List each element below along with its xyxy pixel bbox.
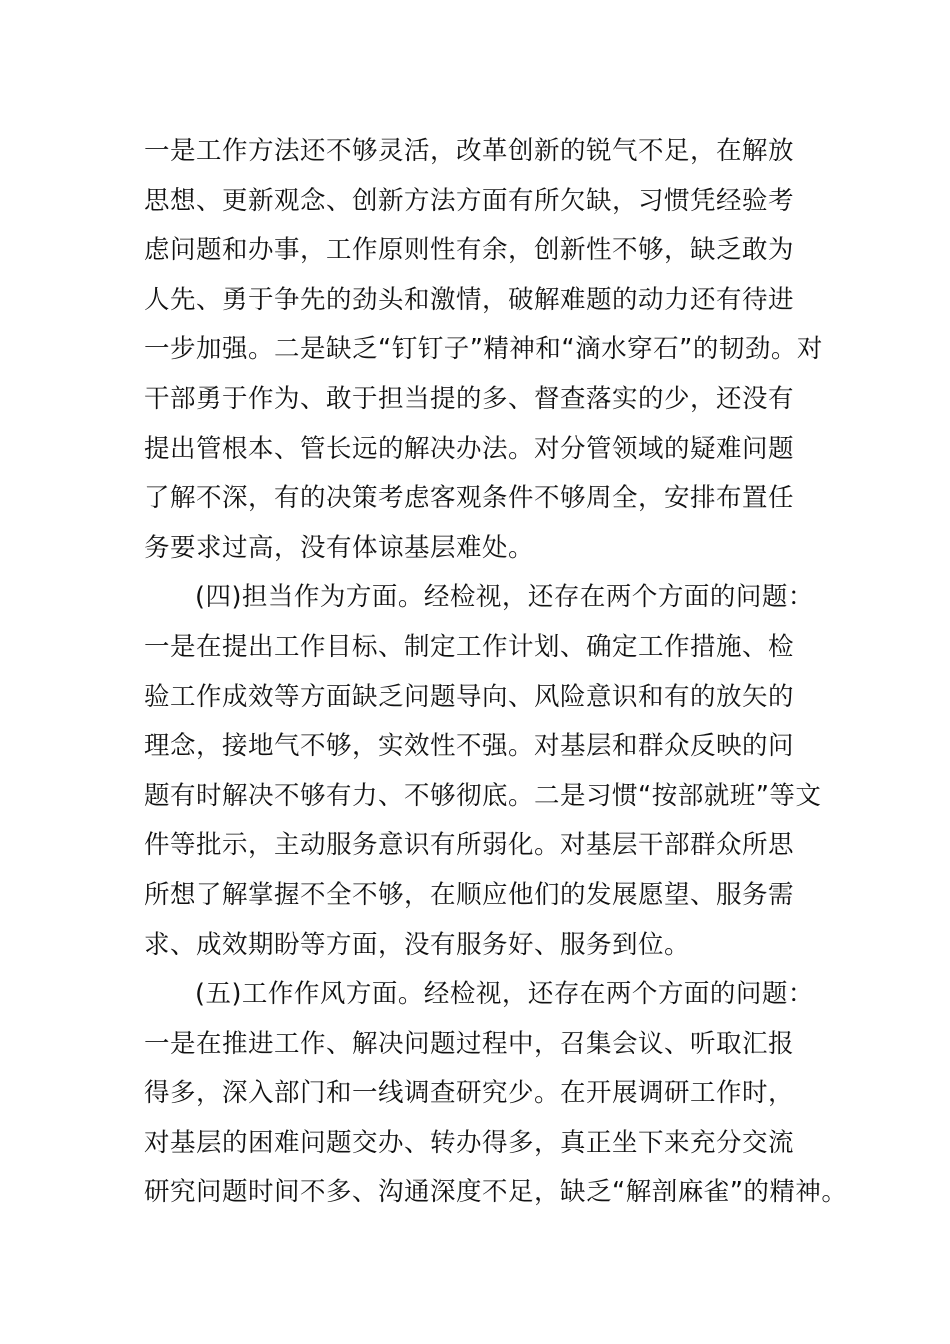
text-line: 所想了解掌握不全不够，在顺应他们的发展愿望、服务需 [144,879,795,910]
text-line: 务要求过高，没有体谅基层难处。 [144,532,535,563]
text-line: 对基层的困难问题交办、转办得多，真正坐下来充分交流 [144,1127,795,1158]
text-line: 一是在提出工作目标、制定工作计划、确定工作措施、检 [144,631,795,662]
text-line: 求、成效期盼等方面，没有服务好、服务到位。 [144,929,691,960]
text-line: 件等批示，主动服务意识有所弱化。对基层干部群众所思 [144,830,795,861]
text-line: 干部勇于作为、敢于担当提的多、督查落实的少，还没有 [144,383,795,414]
text-line: 题有时解决不够有力、不够彻底。二是习惯“按部就班”等文 [144,780,822,811]
text-line: 研究问题时间不多、沟通深度不足，缺乏“解剖麻雀”的精神。 [144,1177,848,1208]
body-text [144,127,848,1218]
text-line: 一是工作方法还不够灵活，改革创新的锐气不足，在解放 [144,136,795,166]
text-line: 了解不深，有的决策考虑客观条件不够周全，安排布置任 [144,483,795,514]
text-line: 思想、更新观念、创新方法方面有所欠缺，习惯凭经验考 [144,185,795,216]
section-heading-line: (五)工作作风方面。经检视，还存在两个方面的问题： [195,979,814,1010]
text-line: 验工作成效等方面缺乏问题导向、风险意识和有的放矢的 [144,681,795,712]
text-line: 一步加强。二是缺乏“钉钉子”精神和“滴水穿石”的韧劲。对 [144,334,823,365]
text-line: 得多，深入部门和一线调查研究少。在开展调研工作时， [144,1078,795,1109]
text-line: 一是在推进工作、解决问题过程中，召集会议、听取汇报 [144,1028,795,1059]
text-line: 虑问题和办事，工作原则性有余，创新性不够，缺乏敢为 [144,235,795,266]
section-heading-line: (四)担当作为方面。经检视，还存在两个方面的问题： [195,582,814,613]
text-line: 人先、勇于争先的劲头和激情，破解难题的动力还有待进 [144,284,795,315]
text-line: 理念，接地气不够，实效性不强。对基层和群众反映的问 [144,731,795,762]
text-line: 提出管根本、管长远的解决办法。对分管领域的疑难问题 [144,433,795,464]
